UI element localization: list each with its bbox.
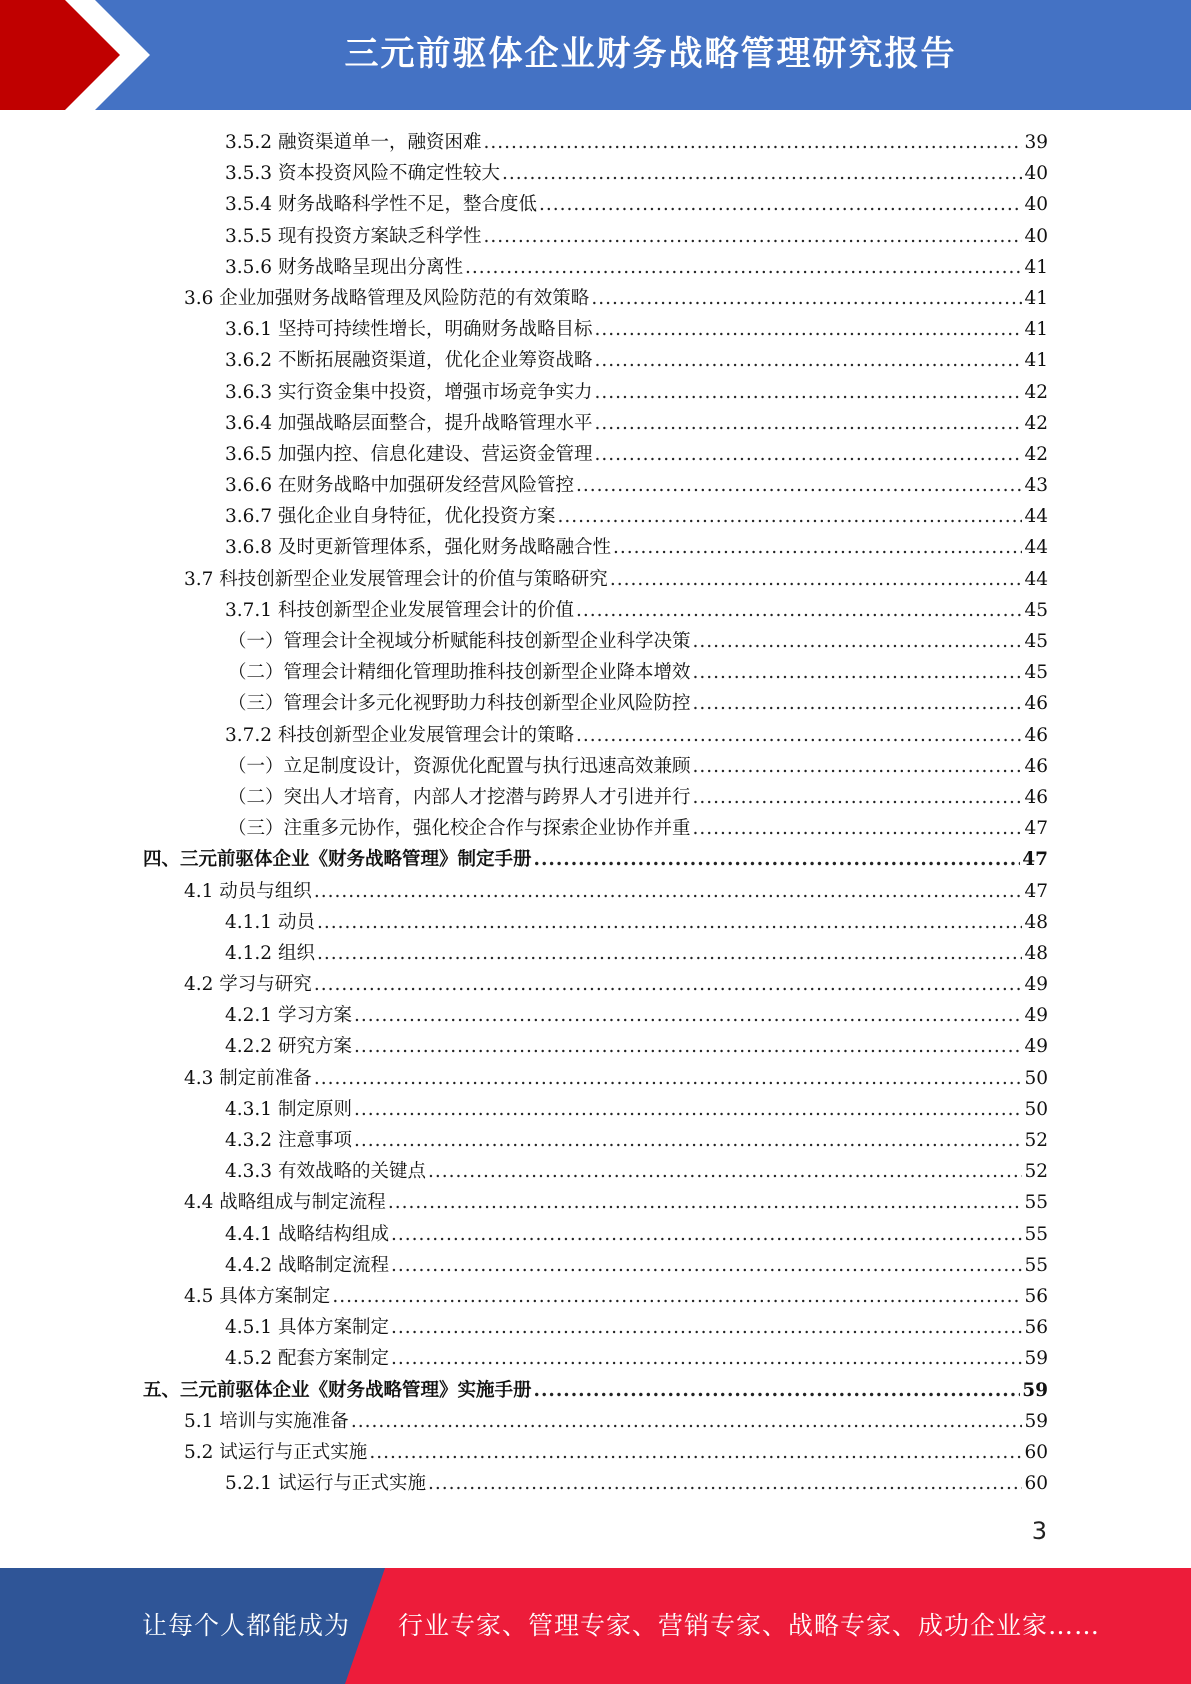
toc-entry-label: 3.5.2 融资渠道单一，融资困难	[225, 132, 482, 153]
toc-entry-label: 3.6.2 不断拓展融资渠道，优化企业筹资战略	[225, 350, 593, 372]
toc-dot-leader	[610, 564, 1023, 595]
toc-dot-leader	[693, 751, 1023, 782]
toc-entry-label: 3.6.8 及时更新管理体系，强化财务战略融合性	[225, 537, 611, 559]
toc-entry-page: 41	[1024, 319, 1048, 341]
toc-entry[interactable]	[228, 657, 1048, 688]
toc-entry[interactable]	[225, 408, 1048, 439]
toc-entry[interactable]	[225, 345, 1048, 376]
toc-entry-label: （三）管理会计多元化视野助力科技创新型企业风险防控	[228, 693, 691, 715]
toc-entry-label: 3.6.1 坚持可持续性增长，明确财务战略目标	[225, 319, 593, 341]
toc-entry[interactable]	[225, 1000, 1048, 1031]
toc-entry-label: 4.5.1 具体方案制定	[225, 1317, 389, 1339]
toc-entry-page: 41	[1024, 350, 1048, 372]
toc-dot-leader	[594, 377, 1022, 408]
toc-entry-page: 50	[1024, 1067, 1048, 1089]
toc-entry-page: 42	[1024, 412, 1048, 434]
toc-dot-leader	[391, 1250, 1022, 1281]
toc-entry-label: 5.2.1 试运行与正式实施	[225, 1473, 426, 1495]
toc-entry-label: 4.3.1 制定原则	[225, 1098, 352, 1120]
toc-entry[interactable]	[228, 782, 1048, 813]
toc-entry-page: 49	[1024, 1036, 1048, 1058]
toc-entry-page: 46	[1024, 755, 1048, 777]
toc-entry-page: 43	[1024, 475, 1048, 497]
page-footer	[0, 1568, 1191, 1684]
toc-entry-page: 48	[1024, 911, 1048, 933]
toc-entry-label: 3.5.6 财务战略呈现出分离性	[225, 256, 463, 278]
toc-entry-page: 59	[1022, 1379, 1048, 1401]
toc-dot-leader	[539, 189, 1022, 220]
toc-entry-page: 55	[1024, 1254, 1048, 1276]
toc-entry[interactable]	[225, 1312, 1048, 1343]
toc-entry[interactable]	[225, 158, 1048, 189]
toc-entry-page: 50	[1024, 1098, 1048, 1120]
toc-dot-leader	[317, 938, 1023, 969]
toc-entry-label: 3.5.3 资本投资风险不确定性较大	[225, 163, 500, 185]
toc-entry-page: 47	[1024, 818, 1048, 840]
toc-entry-page: 45	[1024, 631, 1048, 652]
toc-entry-page: 44	[1024, 506, 1048, 528]
toc-dot-leader	[354, 1094, 1023, 1125]
toc-entry[interactable]	[225, 1343, 1048, 1374]
toc-entry[interactable]	[184, 564, 1048, 595]
toc-entry-page: 47	[1024, 880, 1048, 902]
toc-dot-leader	[534, 844, 1021, 875]
toc-dot-leader	[594, 345, 1022, 376]
footer-slogan-right: 行业专家、管理专家、营销专家、战略专家、成功企业家……	[398, 1611, 1101, 1640]
page-number: 3	[1031, 1517, 1047, 1545]
toc-dot-leader	[388, 1187, 1023, 1218]
toc-entry-label: 4.5 具体方案制定	[184, 1285, 331, 1307]
toc-entry-page: 42	[1024, 443, 1048, 465]
toc-dot-leader	[391, 1343, 1022, 1374]
toc-dot-leader	[576, 470, 1022, 501]
toc-entry-label: 五、三元前驱体企业《财务战略管理》实施手册	[143, 1379, 532, 1401]
toc-dot-leader	[314, 876, 1023, 907]
toc-dot-leader	[391, 1219, 1022, 1250]
toc-entry[interactable]	[184, 1187, 1048, 1218]
toc-entry[interactable]	[228, 813, 1048, 844]
toc-entry-label: 4.4.1 战略结构组成	[225, 1223, 389, 1245]
toc-dot-leader	[428, 1156, 1022, 1187]
toc-entry-page: 55	[1024, 1192, 1048, 1214]
toc-entry-label: 4.2.2 研究方案	[225, 1036, 352, 1058]
toc-dot-leader	[594, 439, 1022, 470]
toc-dot-leader	[693, 657, 1023, 688]
toc-dot-leader	[354, 1000, 1023, 1031]
toc-dot-leader	[594, 314, 1022, 345]
toc-entry-label: 4.5.2 配套方案制定	[225, 1348, 389, 1370]
toc-entry-label: 3.6 企业加强财务战略管理及风险防范的有效策略	[184, 287, 590, 309]
toc-dot-leader	[391, 1312, 1022, 1343]
toc-entry[interactable]	[184, 1437, 1048, 1468]
toc-dot-leader	[693, 782, 1023, 813]
toc-entry[interactable]	[225, 1031, 1048, 1062]
toc-entry[interactable]	[225, 907, 1048, 938]
toc-entry-label: 4.4 战略组成与制定流程	[184, 1192, 386, 1214]
toc-entry-label: 3.6.6 在财务战略中加强研发经营风险管控	[225, 475, 574, 497]
toc-entry[interactable]	[225, 470, 1048, 501]
toc-entry-label: （二）管理会计精细化管理助推科技创新型企业降本增效	[228, 662, 691, 684]
toc-entry-label: （一）立足制度设计，资源优化配置与执行迅速高效兼顾	[228, 755, 691, 777]
toc-entry[interactable]	[228, 751, 1048, 782]
toc-entry[interactable]	[225, 1125, 1048, 1156]
toc-dot-leader	[428, 1468, 1022, 1499]
toc-dot-leader	[693, 813, 1023, 844]
toc-entry-page: 49	[1024, 974, 1048, 996]
toc-entry-page: 56	[1024, 1317, 1048, 1339]
toc-dot-leader	[314, 969, 1023, 1000]
toc-entry-page: 45	[1024, 662, 1048, 684]
page-header	[0, 0, 1191, 110]
toc-dot-leader	[693, 688, 1023, 719]
toc-entry-label: 4.3.3 有效战略的关键点	[225, 1161, 426, 1183]
toc-entry-page: 41	[1024, 287, 1048, 309]
toc-entry-label: 3.6.4 加强战略层面整合，提升战略管理水平	[225, 412, 593, 434]
toc-dot-leader	[317, 907, 1023, 938]
toc-entry-label: 3.5.5 现有投资方案缺乏科学性	[225, 225, 482, 247]
toc-entry-label: 4.2 学习与研究	[184, 974, 312, 996]
toc-entry-label: 4.1 动员与组织	[184, 880, 312, 902]
toc-entry-page: 52	[1024, 1130, 1048, 1151]
toc-entry[interactable]	[225, 314, 1048, 345]
toc-dot-leader	[557, 501, 1022, 532]
toc-dot-leader	[591, 283, 1022, 314]
toc-entry-page: 40	[1024, 225, 1048, 247]
toc-entry[interactable]	[225, 938, 1048, 969]
toc-entry[interactable]	[225, 1156, 1048, 1187]
toc-entry-page: 40	[1024, 163, 1048, 185]
toc-entry-page: 59	[1024, 1348, 1048, 1370]
toc-entry[interactable]	[184, 1406, 1048, 1437]
toc-entry-page: 55	[1024, 1223, 1048, 1245]
footer-slogan-left: 让每个人都能成为	[142, 1611, 351, 1640]
toc-entry-page: 44	[1024, 537, 1048, 559]
toc-entry[interactable]	[228, 688, 1048, 719]
toc-entry[interactable]	[225, 439, 1048, 470]
toc-dot-leader	[534, 1375, 1021, 1406]
toc-entry[interactable]	[184, 283, 1048, 314]
toc-entry-label: 3.6.5 加强内控、信息化建设、营运资金管理	[225, 443, 593, 465]
toc-dot-leader	[314, 1063, 1023, 1094]
toc-entry-label: 3.7.1 科技创新型企业发展管理会计的价值	[225, 599, 574, 621]
toc-dot-leader	[594, 408, 1022, 439]
toc-entry[interactable]	[225, 189, 1048, 220]
toc-entry-label: （一）管理会计全视域分析赋能科技创新型企业科学决策	[228, 631, 691, 652]
toc-entry-page: 60	[1024, 1473, 1048, 1495]
toc-entry[interactable]	[225, 532, 1048, 563]
toc-entry-page: 46	[1024, 786, 1048, 808]
toc-entry-label: 四、三元前驱体企业《财务战略管理》制定手册	[143, 849, 532, 871]
toc-entry[interactable]	[225, 720, 1048, 751]
toc-entry-page: 44	[1024, 568, 1048, 590]
toc-entry-label: 4.4.2 战略制定流程	[225, 1254, 389, 1276]
toc-entry[interactable]	[228, 626, 1048, 657]
toc-entry[interactable]	[225, 1219, 1048, 1250]
table-of-contents	[0, 127, 1191, 1499]
toc-entry[interactable]	[184, 876, 1048, 907]
toc-dot-leader	[502, 158, 1022, 189]
toc-entry[interactable]	[225, 127, 1048, 158]
toc-entry-page: 41	[1024, 256, 1048, 278]
toc-entry-label: 4.1.1 动员	[225, 911, 315, 933]
toc-dot-leader	[693, 626, 1023, 657]
toc-entry-page: 48	[1024, 942, 1048, 964]
toc-dot-leader	[465, 252, 1022, 283]
toc-entry[interactable]	[225, 1468, 1048, 1499]
toc-entry-page: 60	[1024, 1441, 1048, 1463]
toc-entry-page: 49	[1024, 1005, 1048, 1027]
toc-entry-page: 45	[1024, 599, 1048, 621]
toc-dot-leader	[332, 1281, 1022, 1312]
toc-entry-label: 4.3.2 注意事项	[225, 1130, 352, 1151]
toc-dot-leader	[576, 595, 1022, 626]
toc-entry-label: 3.7.2 科技创新型企业发展管理会计的策略	[225, 724, 574, 746]
toc-dot-leader	[351, 1406, 1023, 1437]
report-title: 三元前驱体企业财务战略管理研究报告	[344, 34, 957, 74]
toc-entry-label: 5.2 试运行与正式实施	[184, 1441, 368, 1463]
toc-entry[interactable]	[225, 252, 1048, 283]
toc-entry-label: 3.5.4 财务战略科学性不足，整合度低	[225, 194, 537, 216]
toc-entry-page: 40	[1024, 194, 1048, 216]
toc-entry[interactable]	[225, 501, 1048, 532]
toc-entry-label: 4.1.2 组织	[225, 942, 315, 964]
toc-entry[interactable]	[225, 221, 1048, 252]
toc-entry-label: （三）注重多元协作，强化校企合作与探索企业协作并重	[228, 818, 691, 840]
toc-entry-page: 46	[1024, 724, 1048, 746]
toc-entry-label: 3.6.7 强化企业自身特征，优化投资方案	[225, 506, 556, 528]
toc-entry-label: 4.2.1 学习方案	[225, 1005, 352, 1027]
toc-dot-leader	[354, 1125, 1023, 1156]
toc-entry[interactable]	[225, 1094, 1048, 1125]
toc-entry-page: 52	[1024, 1161, 1048, 1183]
toc-entry-page: 59	[1024, 1410, 1048, 1432]
toc-entry[interactable]	[143, 1375, 1048, 1406]
toc-entry[interactable]	[225, 1250, 1048, 1281]
toc-entry[interactable]	[184, 1281, 1048, 1312]
toc-entry-label: （二）突出人才培育，内部人才挖潜与跨界人才引进并行	[228, 786, 691, 808]
toc-dot-leader	[483, 221, 1022, 252]
toc-entry[interactable]	[184, 969, 1048, 1000]
toc-entry-page: 39	[1024, 132, 1048, 153]
toc-entry-label: 3.6.3 实行资金集中投资，增强市场竞争实力	[225, 381, 593, 403]
toc-entry[interactable]	[184, 1063, 1048, 1094]
toc-entry[interactable]	[225, 377, 1048, 408]
toc-dot-leader	[613, 532, 1022, 563]
toc-entry-label: 3.7 科技创新型企业发展管理会计的价值与策略研究	[184, 568, 608, 590]
toc-entry-page: 46	[1024, 693, 1048, 715]
toc-entry-label: 4.3 制定前准备	[184, 1067, 312, 1089]
toc-dot-leader	[369, 1437, 1022, 1468]
toc-dot-leader	[483, 127, 1022, 158]
toc-dot-leader	[576, 720, 1022, 751]
toc-entry-page: 42	[1024, 381, 1048, 403]
toc-dot-leader	[354, 1031, 1023, 1062]
toc-entry-page: 47	[1022, 849, 1048, 871]
toc-entry-page: 56	[1024, 1285, 1048, 1307]
toc-entry[interactable]	[143, 844, 1048, 875]
toc-entry[interactable]	[225, 595, 1048, 626]
toc-entry-label: 5.1 培训与实施准备	[184, 1410, 349, 1432]
